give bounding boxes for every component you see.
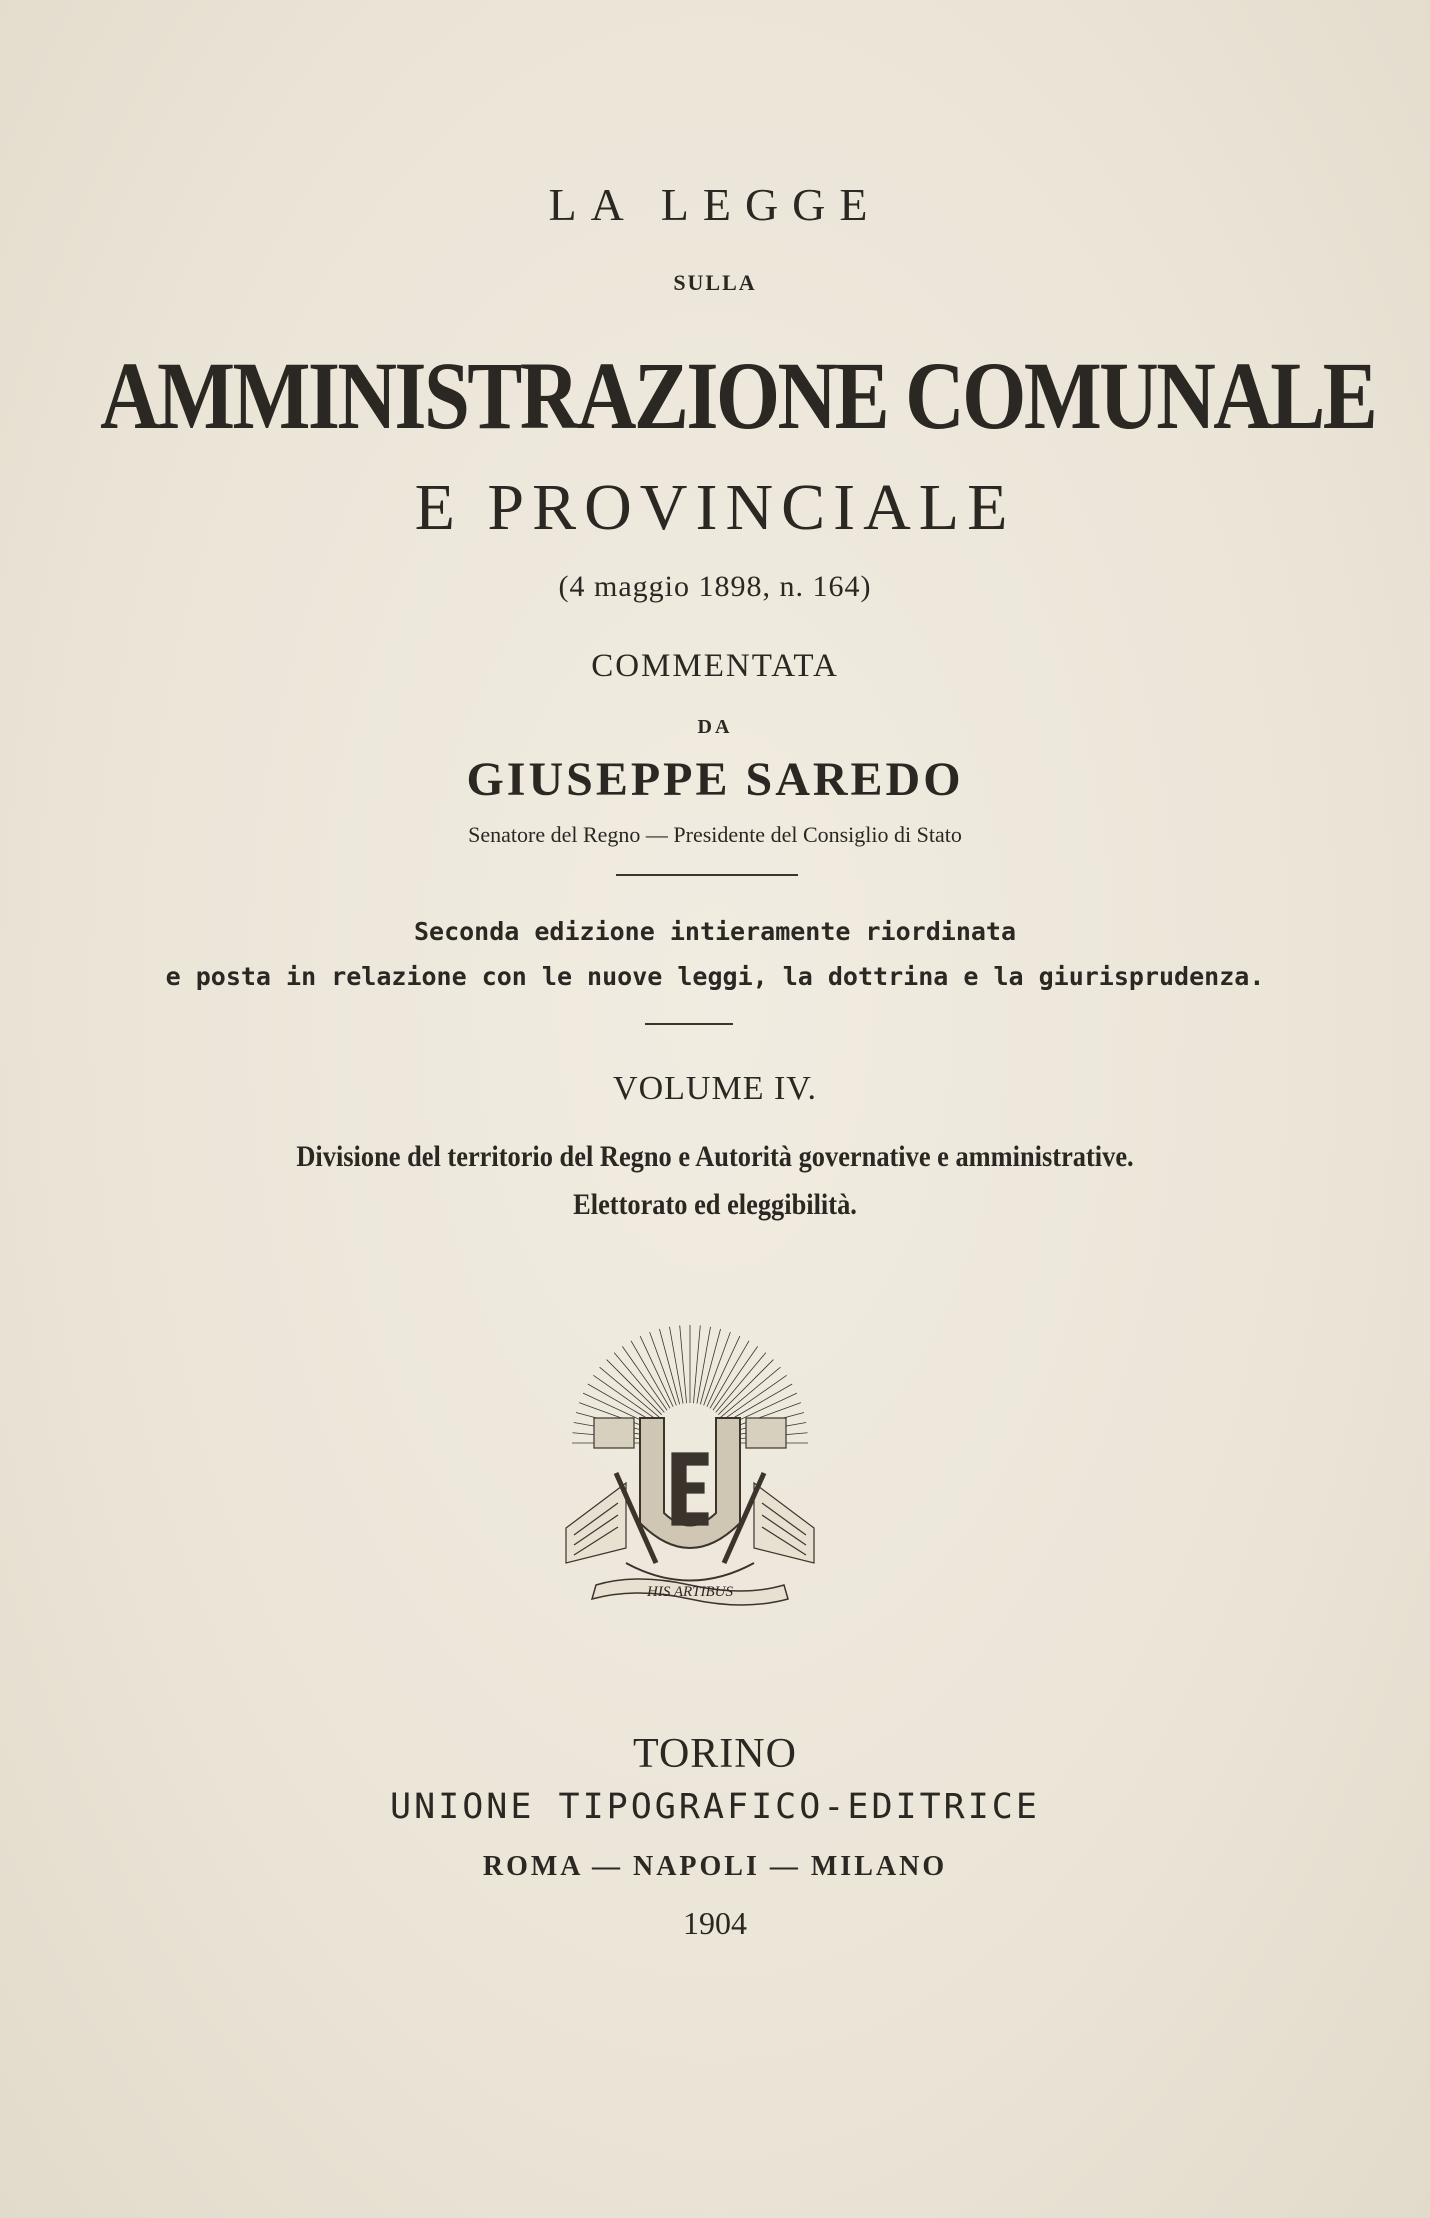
edition-line-2: e posta in relazione con le nuove leggi, la dottrina e la giurisprudenza. xyxy=(165,962,1265,991)
contents-line-1: Divisione del territorio del Regno e Autorità governative e amministrative. xyxy=(296,1140,1134,1173)
city: TORINO xyxy=(633,1731,797,1777)
publication-year: 1904 xyxy=(683,1905,747,1941)
law-date: (4 maggio 1898, n. 164) xyxy=(558,570,872,603)
commentata-label: COMMENTATA xyxy=(591,648,839,684)
subtitle: E PROVINCIALE xyxy=(414,471,1016,544)
divider-rule xyxy=(645,1023,733,1025)
publisher-emblem-icon xyxy=(556,1323,824,1611)
author-name: GIUSEPPE SAREDO xyxy=(466,753,964,806)
volume-label: VOLUME IV. xyxy=(613,1070,817,1107)
branches: ROMA — NAPOLI — MILANO xyxy=(482,1851,948,1882)
main-title: AMMINISTRAZIONE COMUNALE xyxy=(100,342,1376,449)
contents-line-2: Elettorato ed eleggibilità. xyxy=(573,1188,857,1221)
heading-la-legge: LA LEGGE xyxy=(548,179,882,230)
author-titles: Senatore del Regno — Presidente del Consiglio di Stato xyxy=(468,822,962,847)
da-label: DA xyxy=(697,716,733,738)
publisher: UNIONE TIPOGRAFICO-EDITRICE xyxy=(390,1787,1040,1827)
emblem-motto: HIS ARTIBUS xyxy=(647,1584,733,1600)
edition-line-1: Seconda edizione intieramente riordinata xyxy=(413,917,1017,946)
divider-rule xyxy=(616,874,798,876)
heading-sulla: SULLA xyxy=(673,270,757,295)
